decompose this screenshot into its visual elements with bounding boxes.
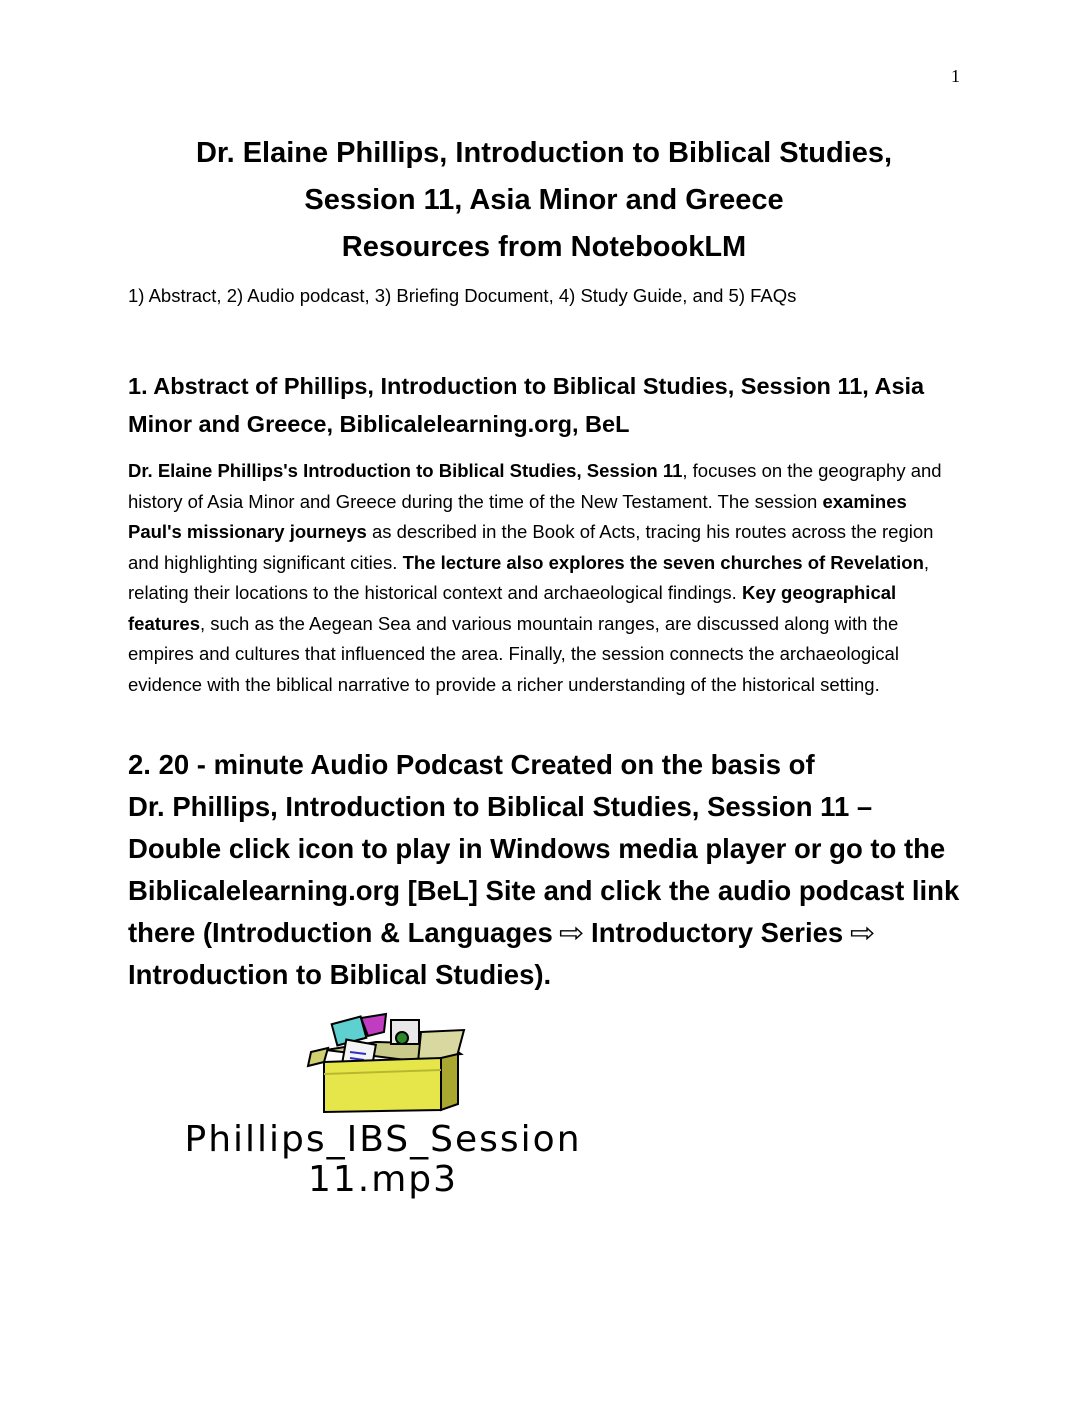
contents-line: 1) Abstract, 2) Audio podcast, 3) Briefing Document, 4) Study Guide, and 5) FAQs <box>128 285 797 306</box>
abstract-text-2: as described in the Book of Acts, tracing his routes across the region and highlighting significant cities. <box>128 521 934 573</box>
media-package-icon[interactable] <box>306 1012 466 1114</box>
filename-line-1: Phillips_IBS_Session <box>184 1119 582 1160</box>
filename-line-2: 11.mp3 <box>307 1159 459 1200</box>
section2-line-5 <box>128 912 978 954</box>
section2-line-4: Biblicalelearning.org [BeL] Site and click the audio podcast link <box>128 875 960 906</box>
section2-line-1: 2. 20 - minute Audio Podcast Created on the basis of <box>128 749 815 780</box>
abstract-bold-2: examines Paul's missionary journeys <box>128 490 907 542</box>
title-line-2: Session 11, Asia Minor and Greece <box>304 184 784 216</box>
section2-line-5-part-b: Introductory Series <box>583 917 851 948</box>
abstract-bold-1: Dr. Elaine Phillips's Introduction to Biblical Studies, Session 11 <box>128 460 683 481</box>
section1-heading-line-2: Minor and Greece, Biblicalelearning.org, BeL <box>128 411 630 437</box>
document-title <box>128 130 960 271</box>
section1-heading <box>128 367 968 443</box>
attachment-filename[interactable] <box>128 1120 638 1200</box>
abstract-text-3: , relating their locations to the historical context and archaeological findings. <box>128 551 930 603</box>
title-line-1: Dr. Elaine Phillips, Introduction to Biblical Studies, <box>195 137 893 169</box>
abstract-bold-3: The lecture also explores the seven churches of Revelation <box>402 551 924 573</box>
section2-heading <box>128 744 978 996</box>
abstract-text-1: , focuses on the geography and history of Asia Minor and Greece during the time of the New Testament. The session <box>128 460 942 512</box>
abstract-bold-4: Key geographical features <box>128 582 897 634</box>
section2-line-3: Double click icon to play in Windows media player or go to the <box>128 833 946 864</box>
title-line-3: Resources from NotebookLM <box>341 231 747 263</box>
arrow-right-icon-2: ⇨ <box>849 917 876 949</box>
section2-line-6: Introduction to Biblical Studies). <box>128 959 552 990</box>
section1-heading-line-1: 1. Abstract of Phillips, Introduction to Biblical Studies, Session 11, Asia <box>128 373 925 399</box>
abstract-text-4: , such as the Aegean Sea and various mountain ranges, are discussed along with the empires and cultures that influenced the area. Finally, the session connects the archaeological evidence with the biblical narrative to provide a richer understanding of the historical setting. <box>128 612 899 695</box>
section2-line-5-part-a: there (Introduction & Languages <box>128 917 561 948</box>
section2-line-2: Dr. Phillips, Introduction to Biblical Studies, Session 11 – <box>128 791 873 822</box>
arrow-right-icon: ⇨ <box>559 917 585 949</box>
abstract-paragraph <box>128 456 963 700</box>
page-number: 1 <box>951 66 960 86</box>
